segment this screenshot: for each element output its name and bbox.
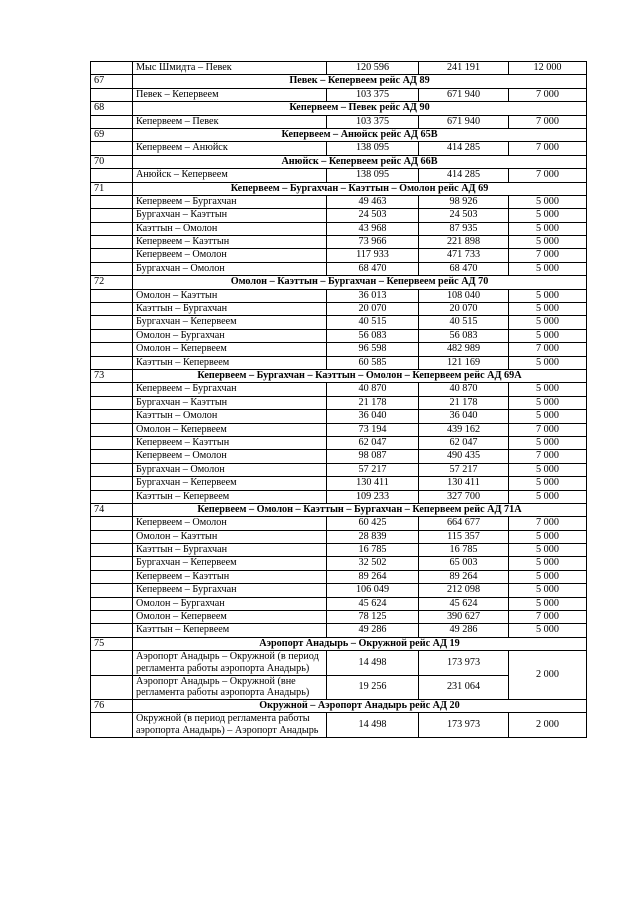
blank-cell <box>91 356 133 369</box>
value-cell: 5 000 <box>509 209 587 222</box>
value-cell: 5 000 <box>509 356 587 369</box>
blank-cell <box>91 530 133 543</box>
value-cell: 106 049 <box>327 584 419 597</box>
blank-cell <box>91 490 133 503</box>
value-cell: 414 285 <box>419 142 509 155</box>
value-cell: 20 070 <box>419 303 509 316</box>
route-cell: Каэттын – Омолон <box>133 410 327 423</box>
group-heading: Аэропорт Анадырь – Окружной рейс АД 19 <box>133 637 587 650</box>
table-row <box>91 477 587 490</box>
group-number: 73 <box>91 369 133 382</box>
route-cell: Омолон – Кепервеем <box>133 343 327 356</box>
blank-cell <box>91 436 133 449</box>
blank-cell <box>91 477 133 490</box>
route-cell: Мыс Шмидта – Певек <box>133 62 327 75</box>
value-cell: 117 933 <box>327 249 419 262</box>
value-cell: 68 470 <box>419 262 509 275</box>
table-row <box>91 303 587 316</box>
blank-cell <box>91 597 133 610</box>
blank-cell <box>91 383 133 396</box>
blank-cell <box>91 236 133 249</box>
table-row <box>91 62 587 75</box>
value-cell: 89 264 <box>419 570 509 583</box>
value-cell: 5 000 <box>509 383 587 396</box>
group-number: 76 <box>91 700 133 713</box>
value-cell: 7 000 <box>509 343 587 356</box>
value-cell: 130 411 <box>419 477 509 490</box>
table-row <box>91 713 587 737</box>
group-number: 70 <box>91 155 133 168</box>
value-cell: 671 940 <box>419 115 509 128</box>
table-row <box>91 316 587 329</box>
table-row <box>91 584 587 597</box>
value-cell: 7 000 <box>509 517 587 530</box>
table-row <box>91 410 587 423</box>
blank-cell <box>91 303 133 316</box>
value-cell: 45 624 <box>419 597 509 610</box>
value-cell: 103 375 <box>327 88 419 101</box>
group-heading: Омолон – Каэттын – Бургахчан – Кепервеем рейс АД 70 <box>133 276 587 289</box>
value-cell: 68 470 <box>327 262 419 275</box>
group-heading: Кепервеем – Анюйск рейс АД 65В <box>133 128 587 141</box>
blank-cell <box>91 544 133 557</box>
route-cell: Кепервеем – Бургахчан <box>133 383 327 396</box>
route-cell: Окружной (в период регламента работы аэропорта Анадырь) – Аэропорт Анадырь <box>133 713 327 737</box>
value-cell: 12 000 <box>509 62 587 75</box>
route-cell: Каэттын – Бургахчан <box>133 544 327 557</box>
table-row <box>91 450 587 463</box>
route-cell: Кепервеем – Анюйск <box>133 142 327 155</box>
value-cell: 45 624 <box>327 597 419 610</box>
route-cell: Омолон – Каэттын <box>133 530 327 543</box>
group-number: 69 <box>91 128 133 141</box>
value-cell: 5 000 <box>509 436 587 449</box>
value-cell: 212 098 <box>419 584 509 597</box>
value-cell: 5 000 <box>509 624 587 637</box>
value-cell: 471 733 <box>419 249 509 262</box>
table-row <box>91 115 587 128</box>
value-cell: 130 411 <box>327 477 419 490</box>
table-row <box>91 329 587 342</box>
value-cell: 7 000 <box>509 249 587 262</box>
table-row <box>91 236 587 249</box>
table-row <box>91 436 587 449</box>
value-cell: 62 047 <box>419 436 509 449</box>
value-cell: 40 870 <box>419 383 509 396</box>
blank-cell <box>91 450 133 463</box>
table-row <box>91 209 587 222</box>
value-cell: 482 989 <box>419 343 509 356</box>
value-cell: 5 000 <box>509 557 587 570</box>
route-cell: Каэттын – Омолон <box>133 222 327 235</box>
value-cell: 109 233 <box>327 490 419 503</box>
value-cell: 5 000 <box>509 544 587 557</box>
value-cell: 89 264 <box>327 570 419 583</box>
blank-cell <box>91 262 133 275</box>
table-row <box>91 423 587 436</box>
route-cell: Омолон – Бургахчан <box>133 329 327 342</box>
group-number: 67 <box>91 75 133 88</box>
blank-cell <box>91 249 133 262</box>
table-row <box>91 343 587 356</box>
table-row <box>91 169 587 182</box>
table-row <box>91 624 587 637</box>
tariff-table <box>90 61 587 738</box>
value-cell: 49 286 <box>419 624 509 637</box>
blank-cell <box>91 423 133 436</box>
value-cell: 221 898 <box>419 236 509 249</box>
value-cell: 5 000 <box>509 262 587 275</box>
group-heading-row <box>91 128 587 141</box>
group-number: 71 <box>91 182 133 195</box>
table-row <box>91 611 587 624</box>
value-cell: 5 000 <box>509 570 587 583</box>
group-heading-row <box>91 369 587 382</box>
value-cell: 7 000 <box>509 450 587 463</box>
value-cell: 173 973 <box>419 713 509 737</box>
route-cell: Кепервеем – Омолон <box>133 517 327 530</box>
table-row <box>91 463 587 476</box>
route-cell: Кепервеем – Бургахчан <box>133 195 327 208</box>
route-cell: Аэропорт Анадырь – Окружной (вне регламента работы аэропорта Анадырь) <box>133 675 327 699</box>
blank-cell <box>91 624 133 637</box>
value-cell: 5 000 <box>509 477 587 490</box>
value-cell: 121 169 <box>419 356 509 369</box>
group-number: 74 <box>91 503 133 516</box>
value-cell: 65 003 <box>419 557 509 570</box>
blank-cell <box>91 329 133 342</box>
blank-cell <box>91 557 133 570</box>
value-cell: 36 040 <box>419 410 509 423</box>
route-cell: Кепервеем – Каэттын <box>133 236 327 249</box>
value-cell: 49 286 <box>327 624 419 637</box>
value-cell: 24 503 <box>419 209 509 222</box>
value-cell: 5 000 <box>509 490 587 503</box>
blank-cell <box>91 570 133 583</box>
value-cell: 5 000 <box>509 303 587 316</box>
value-cell: 5 000 <box>509 222 587 235</box>
value-cell: 173 973 <box>419 651 509 675</box>
blank-cell <box>91 209 133 222</box>
value-cell: 14 498 <box>327 651 419 675</box>
route-cell: Бургахчан – Каэттын <box>133 396 327 409</box>
value-cell: 7 000 <box>509 88 587 101</box>
table-row <box>91 222 587 235</box>
value-cell: 120 596 <box>327 62 419 75</box>
value-cell: 43 968 <box>327 222 419 235</box>
value-cell: 96 598 <box>327 343 419 356</box>
value-cell: 36 040 <box>327 410 419 423</box>
value-cell: 664 677 <box>419 517 509 530</box>
table-row <box>91 356 587 369</box>
route-cell: Кепервеем – Омолон <box>133 249 327 262</box>
group-number: 75 <box>91 637 133 650</box>
value-cell: 490 435 <box>419 450 509 463</box>
table-row <box>91 142 587 155</box>
value-cell: 5 000 <box>509 463 587 476</box>
value-cell: 108 040 <box>419 289 509 302</box>
blank-cell <box>91 463 133 476</box>
value-cell: 5 000 <box>509 597 587 610</box>
value-cell: 16 785 <box>327 544 419 557</box>
value-cell: 5 000 <box>509 289 587 302</box>
value-cell: 327 700 <box>419 490 509 503</box>
group-heading: Окружной – Аэропорт Анадырь рейс АД 20 <box>133 700 587 713</box>
blank-cell <box>91 316 133 329</box>
value-cell: 24 503 <box>327 209 419 222</box>
value-cell: 5 000 <box>509 396 587 409</box>
table-row <box>91 289 587 302</box>
value-cell: 40 515 <box>327 316 419 329</box>
route-cell: Бургахчан – Кепервеем <box>133 316 327 329</box>
route-cell: Омолон – Кепервеем <box>133 423 327 436</box>
value-cell: 115 357 <box>419 530 509 543</box>
route-cell: Каэттын – Кепервеем <box>133 490 327 503</box>
value-cell: 49 463 <box>327 195 419 208</box>
value-cell: 56 083 <box>419 329 509 342</box>
value-cell: 60 425 <box>327 517 419 530</box>
value-cell: 98 087 <box>327 450 419 463</box>
value-cell: 7 000 <box>509 423 587 436</box>
table-row <box>91 383 587 396</box>
table-row <box>91 530 587 543</box>
table-row <box>91 88 587 101</box>
value-cell: 5 000 <box>509 236 587 249</box>
group-heading-row <box>91 276 587 289</box>
value-cell: 138 095 <box>327 142 419 155</box>
route-cell: Кепервеем – Бургахчан <box>133 584 327 597</box>
blank-cell <box>91 222 133 235</box>
route-cell: Каэттын – Кепервеем <box>133 356 327 369</box>
route-cell: Аэропорт Анадырь – Окружной (в период регламента работы аэропорта Анадырь) <box>133 651 327 675</box>
group-heading-row <box>91 75 587 88</box>
value-cell: 5 000 <box>509 530 587 543</box>
route-cell: Омолон – Бургахчан <box>133 597 327 610</box>
blank-cell <box>91 410 133 423</box>
document-page <box>90 61 586 738</box>
table-row <box>91 262 587 275</box>
value-cell: 5 000 <box>509 410 587 423</box>
group-heading: Кепервеем – Бургахчан – Каэттын – Омолон рейс АД 69 <box>133 182 587 195</box>
route-cell: Бургахчан – Омолон <box>133 463 327 476</box>
value-cell: 2 000 <box>509 651 587 700</box>
value-cell: 73 966 <box>327 236 419 249</box>
group-heading: Кепервеем – Омолон – Каэттын – Бургахчан – Кепервеем рейс АД 71А <box>133 503 587 516</box>
value-cell: 19 256 <box>327 675 419 699</box>
blank-cell <box>91 115 133 128</box>
blank-cell <box>91 651 133 675</box>
blank-cell <box>91 169 133 182</box>
value-cell: 671 940 <box>419 88 509 101</box>
value-cell: 5 000 <box>509 195 587 208</box>
route-cell: Омолон – Кепервеем <box>133 611 327 624</box>
value-cell: 36 013 <box>327 289 419 302</box>
blank-cell <box>91 713 133 737</box>
value-cell: 73 194 <box>327 423 419 436</box>
tariff-table-body <box>91 62 587 738</box>
blank-cell <box>91 88 133 101</box>
group-heading: Кепервеем – Бургахчан – Каэттын – Омолон – Кепервеем рейс АД 69А <box>133 369 587 382</box>
group-heading: Кепервеем – Певек рейс АД 90 <box>133 102 587 115</box>
table-row <box>91 249 587 262</box>
value-cell: 57 217 <box>327 463 419 476</box>
value-cell: 21 178 <box>419 396 509 409</box>
table-row <box>91 557 587 570</box>
group-heading-row <box>91 637 587 650</box>
group-heading-row <box>91 503 587 516</box>
group-heading-row <box>91 182 587 195</box>
blank-cell <box>91 142 133 155</box>
value-cell: 5 000 <box>509 316 587 329</box>
value-cell: 414 285 <box>419 169 509 182</box>
route-cell: Омолон – Каэттын <box>133 289 327 302</box>
value-cell: 56 083 <box>327 329 419 342</box>
route-cell: Бургахчан – Омолон <box>133 262 327 275</box>
route-cell: Бургахчан – Каэттын <box>133 209 327 222</box>
route-cell: Кепервеем – Каэттын <box>133 570 327 583</box>
table-row <box>91 517 587 530</box>
value-cell: 16 785 <box>419 544 509 557</box>
value-cell: 32 502 <box>327 557 419 570</box>
blank-cell <box>91 195 133 208</box>
blank-cell <box>91 675 133 699</box>
group-number: 68 <box>91 102 133 115</box>
route-cell: Бургахчан – Кепервеем <box>133 557 327 570</box>
blank-cell <box>91 343 133 356</box>
blank-cell <box>91 611 133 624</box>
value-cell: 57 217 <box>419 463 509 476</box>
blank-cell <box>91 396 133 409</box>
group-heading: Певек – Кепервеем рейс АД 89 <box>133 75 587 88</box>
value-cell: 241 191 <box>419 62 509 75</box>
group-heading: Анюйск – Кепервеем рейс АД 66В <box>133 155 587 168</box>
value-cell: 7 000 <box>509 169 587 182</box>
value-cell: 103 375 <box>327 115 419 128</box>
table-row <box>91 396 587 409</box>
value-cell: 7 000 <box>509 115 587 128</box>
route-cell: Каэттын – Кепервеем <box>133 624 327 637</box>
value-cell: 20 070 <box>327 303 419 316</box>
route-cell: Кепервеем – Певек <box>133 115 327 128</box>
value-cell: 62 047 <box>327 436 419 449</box>
value-cell: 138 095 <box>327 169 419 182</box>
route-cell: Анюйск – Кепервеем <box>133 169 327 182</box>
route-cell: Кепервеем – Омолон <box>133 450 327 463</box>
group-heading-row <box>91 102 587 115</box>
value-cell: 78 125 <box>327 611 419 624</box>
table-row <box>91 651 587 675</box>
value-cell: 98 926 <box>419 195 509 208</box>
value-cell: 87 935 <box>419 222 509 235</box>
value-cell: 14 498 <box>327 713 419 737</box>
value-cell: 5 000 <box>509 584 587 597</box>
table-row <box>91 570 587 583</box>
blank-cell <box>91 584 133 597</box>
table-row <box>91 544 587 557</box>
value-cell: 390 627 <box>419 611 509 624</box>
value-cell: 5 000 <box>509 329 587 342</box>
value-cell: 7 000 <box>509 142 587 155</box>
value-cell: 21 178 <box>327 396 419 409</box>
group-number: 72 <box>91 276 133 289</box>
route-cell: Каэттын – Бургахчан <box>133 303 327 316</box>
value-cell: 439 162 <box>419 423 509 436</box>
value-cell: 60 585 <box>327 356 419 369</box>
value-cell: 2 000 <box>509 713 587 737</box>
table-row <box>91 597 587 610</box>
table-row <box>91 195 587 208</box>
blank-cell <box>91 289 133 302</box>
value-cell: 40 515 <box>419 316 509 329</box>
value-cell: 40 870 <box>327 383 419 396</box>
route-cell: Певек – Кепервеем <box>133 88 327 101</box>
table-row <box>91 490 587 503</box>
value-cell: 231 064 <box>419 675 509 699</box>
group-heading-row <box>91 155 587 168</box>
value-cell: 28 839 <box>327 530 419 543</box>
route-cell: Бургахчан – Кепервеем <box>133 477 327 490</box>
blank-cell <box>91 517 133 530</box>
group-heading-row <box>91 700 587 713</box>
blank-cell <box>91 62 133 75</box>
value-cell: 7 000 <box>509 611 587 624</box>
route-cell: Кепервеем – Каэттын <box>133 436 327 449</box>
